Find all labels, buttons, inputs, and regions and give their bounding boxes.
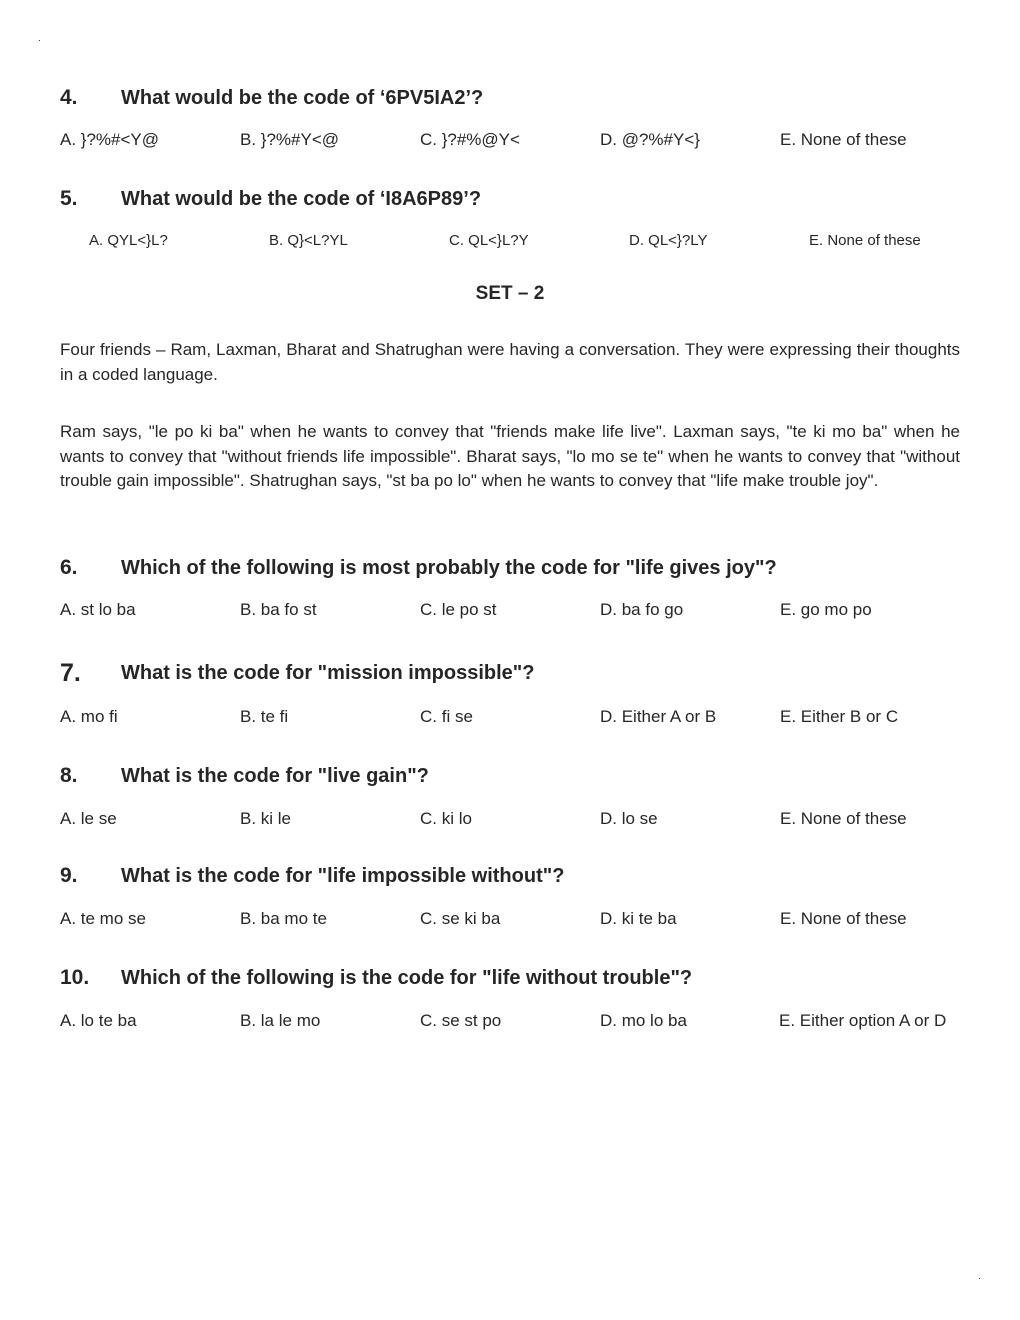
question-8 <box>60 762 960 790</box>
question-text: What would be the code of ‘6PV5IA2’? <box>121 87 484 109</box>
scan-dot-bottom-right <box>979 1278 980 1279</box>
option-e: E. None of these <box>780 130 907 149</box>
option-d: D. mo lo ba <box>600 1011 687 1030</box>
question-number: 7. <box>60 659 81 687</box>
coding-paragraph: Ram says, "le po ki ba" when he wants to convey that "friends make life live". Laxman says, "te ki mo ba" when he wants to convey that "without friends life impossible". Bharat says, "lo mo se te" when he wants to convey that "without trouble gain impossible". Shatrughan says, "st ba po lo" when he wants to convey that "life make trouble joy". <box>60 422 960 490</box>
option-c: C. QL<}L?Y <box>449 232 529 249</box>
option-b: B. }?%#Y<@ <box>240 130 340 149</box>
option-d: D. ba fo go <box>600 600 684 619</box>
question-number: 4. <box>60 86 78 109</box>
option-c: C. ki lo <box>420 809 472 828</box>
option-a: A. te mo se <box>60 909 146 928</box>
question-6-options <box>60 598 980 622</box>
set-heading: SET – 2 <box>475 283 545 304</box>
option-b: B. te fi <box>240 707 289 726</box>
question-7 <box>60 659 960 687</box>
option-b: B. ba mo te <box>240 909 327 928</box>
question-4-options <box>60 128 980 152</box>
question-text: What is the code for "life impossible without"? <box>121 865 565 887</box>
question-number: 10. <box>60 966 90 989</box>
option-a: A. }?%#<Y@ <box>60 130 160 149</box>
question-5 <box>60 185 960 213</box>
question-4 <box>60 84 960 112</box>
question-9-options <box>60 907 980 931</box>
question-9 <box>60 862 960 890</box>
option-a: A. st lo ba <box>60 600 136 619</box>
intro-paragraph: Four friends – Ram, Laxman, Bharat and Shatrughan were having a conversation. They were expressing their thoughts in a coded language. <box>60 340 960 384</box>
question-text: Which of the following is the code for "life without trouble"? <box>121 967 693 989</box>
option-c: C. se ki ba <box>420 909 501 928</box>
option-e: E. None of these <box>809 232 921 249</box>
option-b: B. Q}<L?YL <box>269 232 348 249</box>
question-10 <box>60 964 960 992</box>
question-number: 5. <box>60 187 78 210</box>
question-text: What would be the code of ‘I8A6P89’? <box>121 188 482 210</box>
option-e: E. Either option A or D <box>779 1011 947 1030</box>
option-d: D. QL<}?LY <box>629 232 708 249</box>
option-d: D. Either A or B <box>600 707 717 726</box>
question-7-options <box>60 705 980 729</box>
option-e: E. Either B or C <box>780 707 899 726</box>
question-6 <box>60 554 960 582</box>
question-text: Which of the following is most probably the code for "life gives joy"? <box>121 557 777 579</box>
option-a: A. le se <box>60 809 117 828</box>
option-c: C. le po st <box>420 600 497 619</box>
option-b: B. ki le <box>240 809 292 828</box>
option-d: D. ki te ba <box>600 909 677 928</box>
option-a: A. lo te ba <box>60 1011 137 1030</box>
option-a: A. QYL<}L? <box>89 232 168 249</box>
question-5-options <box>60 229 980 253</box>
option-c: C. fi se <box>420 707 473 726</box>
question-8-options <box>60 807 980 831</box>
question-number: 6. <box>60 556 78 579</box>
option-b: B. la le mo <box>240 1011 321 1030</box>
question-10-options <box>60 1009 980 1033</box>
option-a: A. mo fi <box>60 707 118 726</box>
option-d: D. lo se <box>600 809 658 828</box>
option-e: E. None of these <box>780 809 907 828</box>
scan-dot-top-left <box>39 40 40 41</box>
option-c: C. se st po <box>420 1011 502 1030</box>
option-b: B. ba fo st <box>240 600 317 619</box>
option-e: E. go mo po <box>780 600 872 619</box>
question-number: 9. <box>60 864 78 887</box>
question-text: What is the code for "mission impossible"? <box>121 662 535 684</box>
question-text: What is the code for "live gain"? <box>121 765 429 787</box>
option-c: C. }?#%@Y< <box>420 130 520 149</box>
option-e: E. None of these <box>780 909 907 928</box>
option-d: D. @?%#Y<} <box>600 130 700 149</box>
question-number: 8. <box>60 764 78 787</box>
